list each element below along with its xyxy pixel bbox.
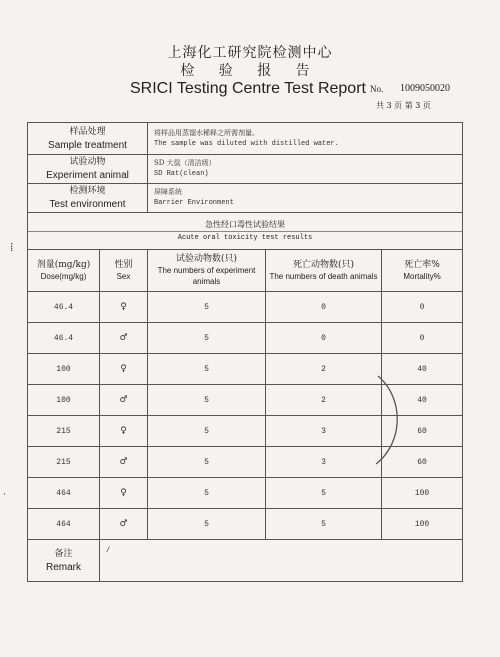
report-table xyxy=(27,122,463,582)
info-value-cn: 将样品用蒸馏水稀释之所需剂量。 xyxy=(154,128,259,137)
info-value xyxy=(148,184,463,213)
report-title-cn: 检 验 报 告 xyxy=(180,63,320,79)
report-title-en: SRICI Testing Centre Test Report xyxy=(130,80,366,97)
info-value-en: SD Rat(clean) xyxy=(154,170,209,178)
dose-cell: 100 xyxy=(28,354,100,385)
column-header-en: The numbers of experiment animals xyxy=(157,266,256,286)
column-header-dose xyxy=(28,250,100,292)
dose-cell: 215 xyxy=(28,416,100,447)
experiment-count-cell: 5 xyxy=(148,478,266,509)
info-label xyxy=(28,184,148,213)
info-value xyxy=(148,123,463,155)
remark-label-cn: 备注 xyxy=(54,548,73,559)
info-label-cn: 检测环境 xyxy=(69,186,106,196)
info-label xyxy=(28,123,148,155)
results-title-en: Acute oral toxicity test results xyxy=(177,234,313,242)
table-row xyxy=(28,478,463,509)
column-header-en: The numbers of death animals xyxy=(269,271,378,281)
death-count-cell: 0 xyxy=(266,323,382,354)
info-value-en: Barrier Environment xyxy=(154,199,234,207)
mortality-cell: 0 xyxy=(382,292,463,323)
column-header-cn: 剂量(mg/kg) xyxy=(36,259,91,270)
column-header-mortality xyxy=(382,250,463,292)
mortality-cell: 100 xyxy=(382,509,463,540)
page-info: 共 3 页 第 3 页 xyxy=(376,101,431,110)
table-row xyxy=(28,509,463,540)
remark-value: / xyxy=(100,540,463,582)
column-header-cn: 死亡率% xyxy=(404,259,440,270)
info-value xyxy=(148,155,463,184)
results-title xyxy=(28,213,463,250)
death-count-cell: 2 xyxy=(266,385,382,416)
dose-cell: 215 xyxy=(28,447,100,478)
sex-cell: ♂ xyxy=(100,323,148,354)
dose-cell: 464 xyxy=(28,478,100,509)
info-label-en: Test environment xyxy=(49,199,126,210)
dose-cell: 464 xyxy=(28,509,100,540)
experiment-count-cell: 5 xyxy=(148,323,266,354)
death-count-cell: 3 xyxy=(266,447,382,478)
death-count-cell: 0 xyxy=(266,292,382,323)
dose-cell: 46.4 xyxy=(28,292,100,323)
experiment-count-cell: 5 xyxy=(148,509,266,540)
sex-cell: ♀ xyxy=(100,354,148,385)
mortality-cell: 0 xyxy=(382,323,463,354)
sex-cell: ♂ xyxy=(100,447,148,478)
death-count-cell: 5 xyxy=(266,478,382,509)
death-count-cell: 5 xyxy=(266,509,382,540)
info-value-cn: 屏障系统 xyxy=(154,188,182,196)
sex-cell: ♀ xyxy=(100,478,148,509)
remark-label-en: Remark xyxy=(45,561,81,573)
info-label-cn: 样品处理 xyxy=(69,126,106,137)
info-value-cn: SD 大鼠（清洁级） xyxy=(154,159,216,167)
experiment-count-cell: 5 xyxy=(148,447,266,478)
remark-label xyxy=(28,540,100,582)
info-label-cn: 试验动物 xyxy=(69,157,106,167)
results-title-cn: 急性经口毒性试验结果 xyxy=(205,220,286,229)
mortality-cell: 100 xyxy=(382,478,463,509)
column-header-en: Sex xyxy=(116,271,131,281)
info-row-experiment-animal xyxy=(28,155,463,184)
report-number-label: No. xyxy=(370,84,384,94)
dose-cell: 100 xyxy=(28,385,100,416)
column-header-death-animals xyxy=(266,250,382,292)
experiment-count-cell: 5 xyxy=(148,354,266,385)
column-header-en: Dose(mg/kg) xyxy=(40,271,87,281)
mortality-cell: 60 xyxy=(382,416,463,447)
mortality-cell: 40 xyxy=(382,385,463,416)
handwritten-check-mark xyxy=(360,370,410,470)
table-row xyxy=(28,292,463,323)
institute-title-cn: 上海化工研究院检测中心 xyxy=(167,45,333,61)
sex-cell: ♂ xyxy=(100,509,148,540)
column-header-cn: 性别 xyxy=(114,259,133,270)
column-header-cn: 死亡动物数(只) xyxy=(292,259,355,270)
results-header-row xyxy=(28,250,463,292)
results-title-row xyxy=(28,213,463,250)
info-label-en: Experiment animal xyxy=(46,170,129,181)
death-count-cell: 3 xyxy=(266,416,382,447)
info-row-sample-treatment xyxy=(28,123,463,155)
remark-row xyxy=(28,540,463,582)
column-header-experiment-animals xyxy=(148,250,266,292)
sex-cell: ♀ xyxy=(100,416,148,447)
sex-cell: ♂ xyxy=(100,385,148,416)
info-label xyxy=(28,155,148,184)
column-header-cn: 试验动物数(只) xyxy=(175,254,238,264)
info-value-en: The sample was diluted with distilled water. xyxy=(154,139,339,148)
experiment-count-cell: 5 xyxy=(148,385,266,416)
mortality-cell: 40 xyxy=(382,354,463,385)
experiment-count-cell: 5 xyxy=(148,416,266,447)
dose-cell: 46.4 xyxy=(28,323,100,354)
report-number: 1009050020 xyxy=(400,83,450,94)
info-row-test-environment xyxy=(28,184,463,213)
margin-mark: ⁞ xyxy=(10,240,14,254)
column-header-en: Mortality% xyxy=(403,271,441,281)
experiment-count-cell: 5 xyxy=(148,292,266,323)
death-count-cell: 2 xyxy=(266,354,382,385)
margin-mark: · xyxy=(3,490,6,500)
column-header-sex xyxy=(100,250,148,292)
sex-cell: ♀ xyxy=(100,292,148,323)
mortality-cell: 60 xyxy=(382,447,463,478)
table-row xyxy=(28,323,463,354)
info-label-en: Sample treatment xyxy=(48,139,127,151)
